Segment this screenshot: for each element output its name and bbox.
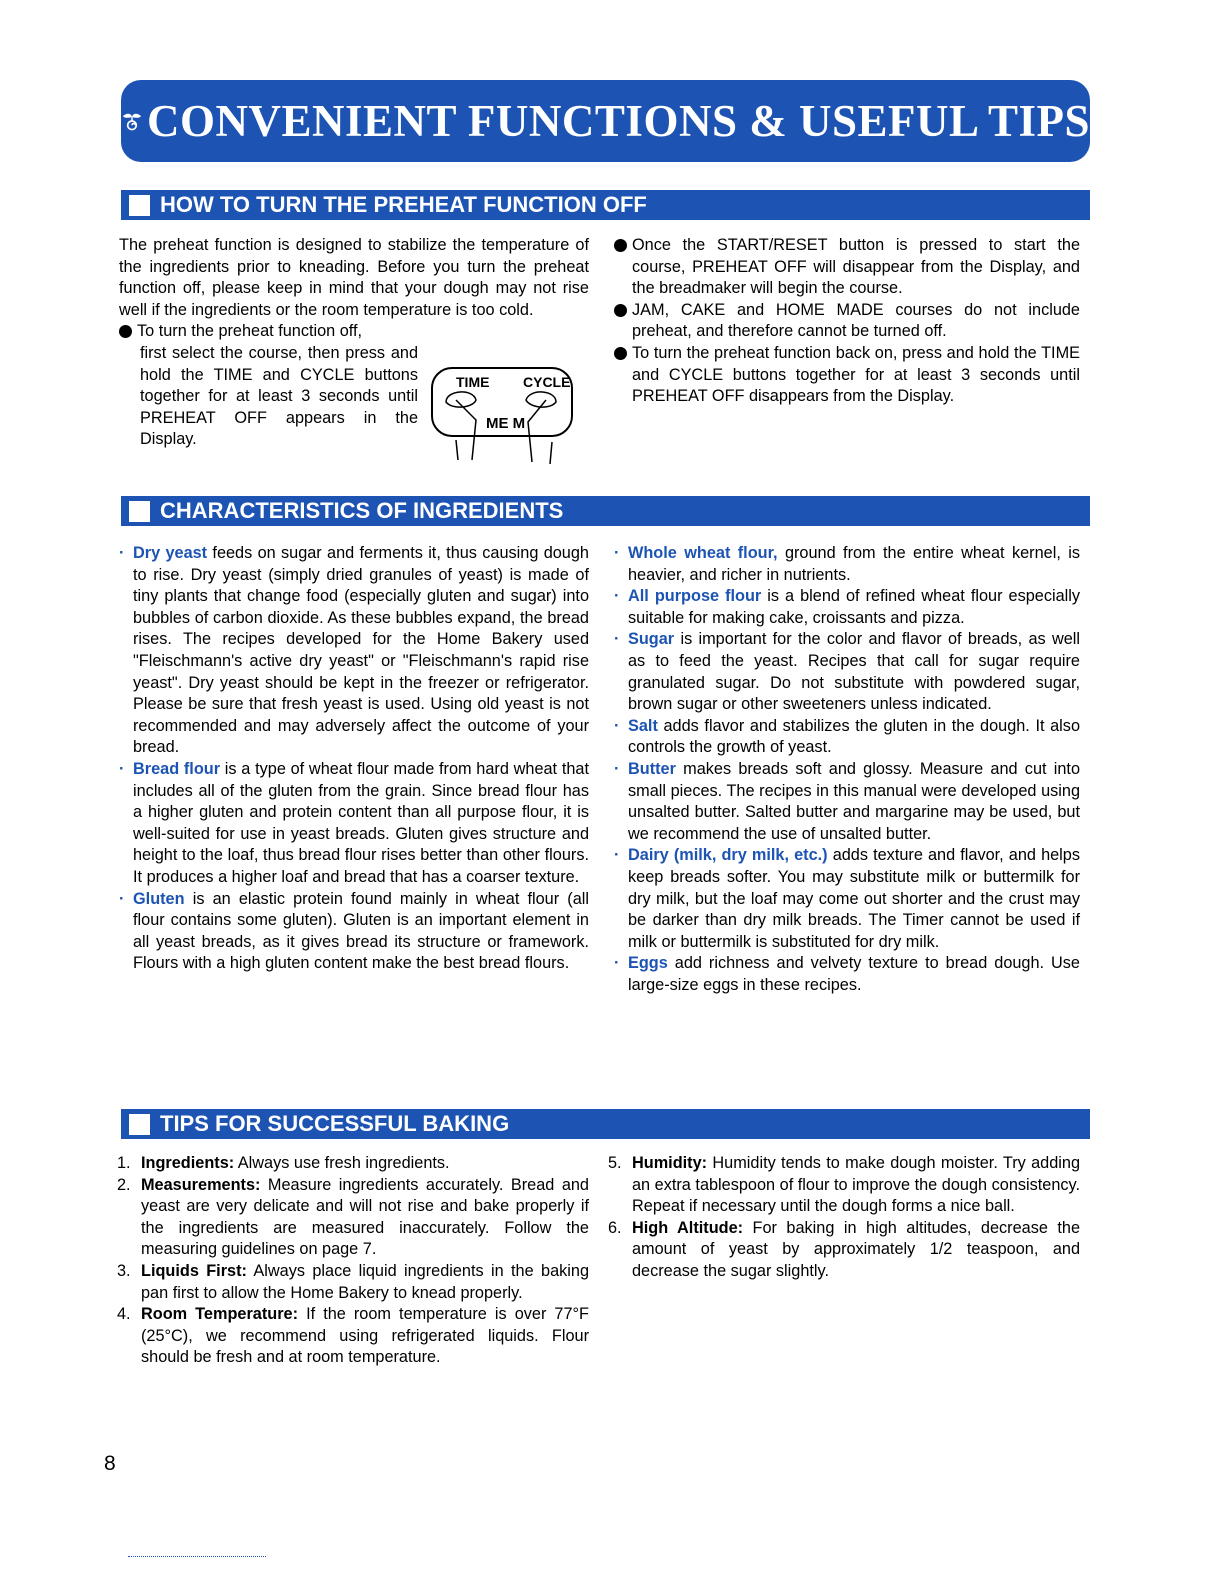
preheat-note: Once the START/RESET button is pressed to start the course, PREHEAT OFF will disappear from the Display, and the breadmaker will begin the course. (614, 235, 1080, 300)
ingredient-item: · Whole wheat flour, ground from the entire wheat kernel, is heavier, and richer in nutrients. (614, 544, 1080, 584)
page-number: 8 (104, 1452, 116, 1475)
bullet-icon (614, 347, 627, 360)
preheat-note: To turn the preheat function back on, press and hold the TIME and CYCLE buttons together for at least 3 seconds until PREHEAT OFF disappears from the Display. (614, 343, 1080, 408)
ingredient-term: Eggs (628, 954, 668, 973)
time-button-label: TIME (456, 374, 490, 390)
section-heading-text: CHARACTERISTICS OF INGREDIENTS (160, 498, 564, 523)
tips-left-column (117, 1153, 589, 1369)
bullet-icon (614, 304, 627, 317)
preheat-intro: The preheat function is designed to stabilize the temperature of the ingredients prior to kneading. Before you turn the preheat function off, please keep in mind that your dough may not rise well if the ingredients or the room temperature is too cold. (119, 236, 589, 319)
heading-square-icon (129, 195, 150, 216)
preheat-step-first: To turn the preheat function off, (137, 322, 363, 341)
section-heading-tips (121, 1109, 1090, 1139)
bullet-icon (614, 239, 627, 252)
section-heading-preheat (121, 190, 1090, 220)
footer-divider (128, 1556, 266, 1557)
preheat-step-rest: first select the course, then press and hold the TIME and CYCLE buttons together for at least 3 seconds until PREHEAT OFF appears in the Display. (140, 343, 418, 449)
ingredient-item: · All purpose flour is a blend of refined wheat flour especially suitable for making cake, croissants and pizza. (614, 587, 1081, 627)
ingredient-item: · Dairy (milk, dry milk, etc.) adds texture and flavor, and helps keep breads softer. You may substitute milk or buttermilk for dry milk, but the loaf may come out shorter and the crust may be darker than dry milk breads. The Timer cannot be used if milk or buttermilk is substituted for dry milk. (614, 846, 1080, 951)
ingredient-item: · Bread flour is a type of wheat flour made from hard wheat that includes all of the gluten from the grain. Since bread flour has a higher gluten and protein content than all purpose flour, it is well-suited for use in yeast breads. Gluten gives structure and height to the loaf, thus bread flour rises better than other flours. It produces a higher loaf and bread that has a coarser texture. (119, 759, 589, 886)
section-heading-ingredients (121, 496, 1090, 526)
ingredients-right-column (614, 543, 1080, 996)
tip-item: 3. Liquids First: Always place liquid ingredients in the baking pan first to allow the Home Bakery to knead properly. (117, 1261, 589, 1302)
preheat-note: JAM, CAKE and HOME MADE courses do not include preheat, and therefore cannot be turned off. (614, 300, 1080, 343)
heading-square-icon (129, 501, 150, 522)
page-banner (121, 80, 1090, 162)
ingredient-term: Sugar (628, 630, 675, 649)
time-cycle-buttons-illustration (428, 360, 578, 470)
tip-item: 5. Humidity: Humidity tends to make dough moister. Try adding an extra tablespoon of flour to improve the dough consistency. Repeat if necessary until the dough forms a nice ball. (608, 1154, 1080, 1216)
section-heading-text: TIPS FOR SUCCESSFUL BAKING (160, 1111, 510, 1136)
ingredient-term: Gluten (133, 889, 185, 908)
bullet-icon (119, 325, 132, 338)
ingredient-item: · Dry yeast feeds on sugar and ferments it, thus causing dough to rise. Dry yeast (simply dried granules of yeast) is made of tiny plants that change food (especially gluten and sugar) into bubbles of carbon dioxide. As these bubbles expand, the bread rises. The recipes developed for the Home Bakery used "Fleischmann's active dry yeast" or "Fleischmann's rapid rise yeast". Dry yeast should be kept in the freezer or refrigerator. Please be sure that fresh yeast is used. Using old yeast is not recommended and may adversely affect the outcome of your bread. (119, 544, 589, 757)
cycle-button-label: CYCLE (523, 374, 571, 390)
ingredient-item: · Eggs add richness and velvety texture to bread dough. Use large-size eggs in these recipes. (614, 954, 1080, 994)
tip-item: 2. Measurements: Measure ingredients accurately. Bread and yeast are very delicate and will not rise and bake properly if the ingredients are measured inaccurately. Follow the measuring guidelines on page 7. (117, 1175, 589, 1259)
ingredient-term: Salt (628, 716, 658, 735)
section-heading-text: HOW TO TURN THE PREHEAT FUNCTION OFF (160, 192, 647, 217)
ingredient-term: Whole wheat flour, (628, 544, 778, 562)
ingredient-item: · Gluten is an elastic protein found mainly in wheat flour (all flour contains some gluten). Gluten is an important element in all yeast breads, as it gives bread its structure or framework. Flours with a high gluten content make the best bread flours. (119, 889, 589, 973)
display-hint-text: ME M (486, 415, 526, 432)
tip-item: 1. Ingredients: Always use fresh ingredients. (117, 1154, 450, 1172)
page-title: CONVENIENT FUNCTIONS & USEFUL TIPS (146, 96, 1090, 146)
ingredients-left-column (119, 543, 589, 975)
preheat-right-column (614, 235, 1080, 408)
ingredient-term: Dairy (milk, dry milk, etc.) (628, 846, 828, 865)
tip-item: 6. High Altitude: For baking in high altitudes, decrease the amount of yeast by approximately 1/2 teaspoon, and decrease the sugar slightly. (608, 1218, 1080, 1280)
ingredient-item: · Butter makes breads soft and glossy. Measure and cut into small pieces. The recipes in this manual were developed using unsalted butter. Salted butter and margarine may be used, but we recommend the use of unsalted butter. (614, 759, 1080, 843)
tips-right-column (608, 1153, 1080, 1283)
ingredient-term: All purpose flour (628, 587, 762, 606)
ingredient-term: Dry yeast (133, 544, 208, 562)
ingredient-item: · Salt adds flavor and stabilizes the gluten in the dough. It also controls the growth of yeast. (614, 716, 1080, 757)
heading-square-icon (129, 1114, 150, 1135)
ingredient-term: Butter (628, 759, 676, 778)
ingredient-term: Bread flour (133, 759, 221, 778)
ingredient-item: · Sugar is important for the color and flavor of breads, as well as to feed the yeast. Recipes that call for sugar require granulated sugar. Do not substitute with powdered sugar, brown sugar or other sweeteners unless indicated. (614, 630, 1080, 714)
tip-item: 4. Room Temperature: If the room temperature is over 77°F (25°C), we recommend using refrigerated liquids. Flour should be fresh and at room temperature. (117, 1305, 589, 1367)
sprout-icon (121, 99, 143, 143)
